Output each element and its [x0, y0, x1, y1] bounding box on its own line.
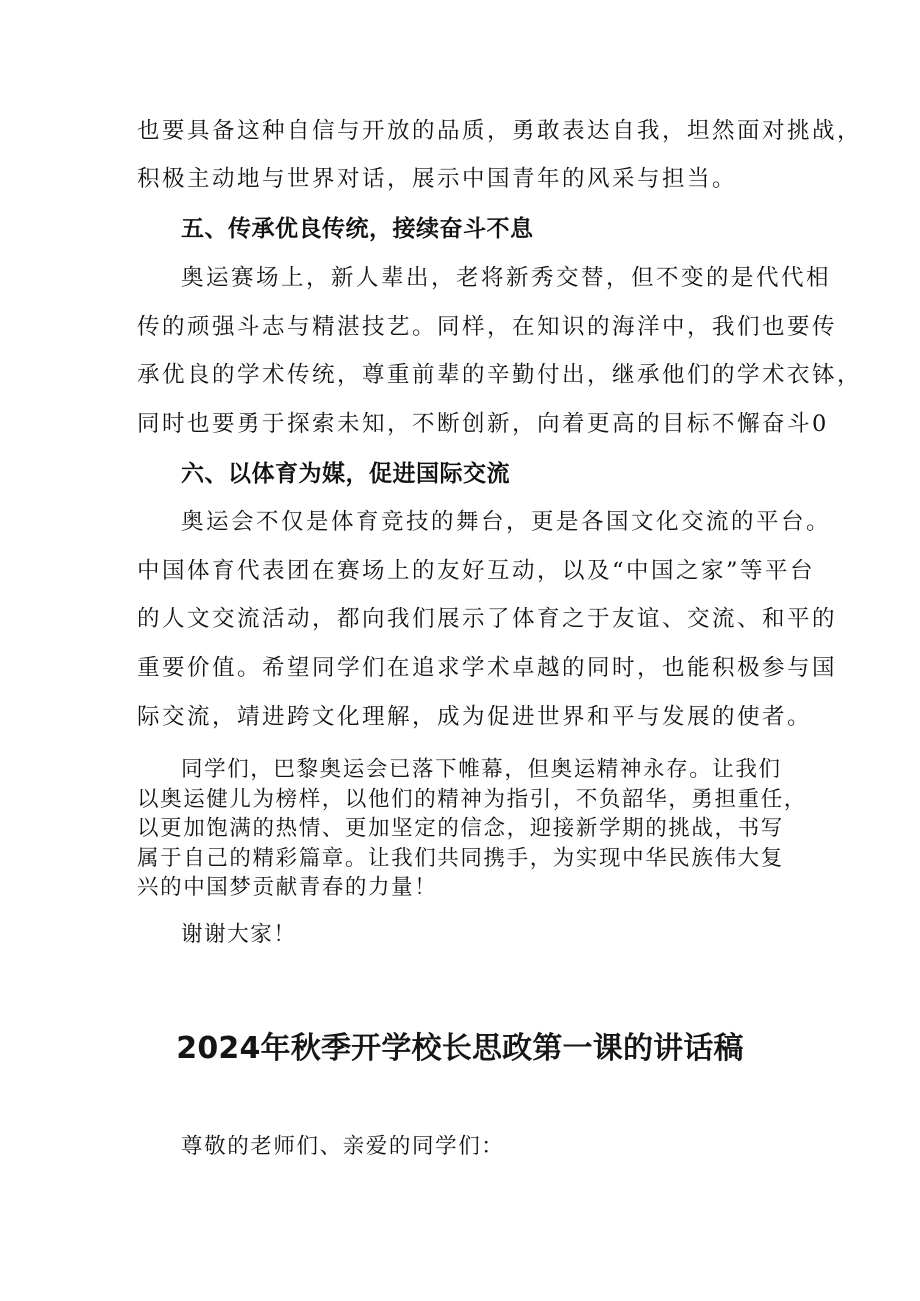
salutation: 尊敬的老师们、亲爱的同学们： [181, 1134, 505, 1159]
paragraph-line: 以奥运健儿为榜样，以他们的精神为指引，不负韶华，勇担重任， [137, 787, 807, 812]
paragraph-line: 重要价值。希望同学们在追求学术卓越的同时，也能积极参与国 [137, 655, 838, 681]
section-heading-5: 五、传承优良传统，接续奋斗不息 [181, 216, 534, 242]
paragraph-line: 积极主动地与世界对话，展示中国青年的风采与担当。 [137, 166, 738, 192]
paragraph-line: 兴的中国梦贡献青春的力量！ [137, 875, 438, 900]
paragraph-line: 的人文交流活动，都向我们展示了体育之于友谊、交流、和平的 [137, 606, 838, 632]
paragraph-line: 以更加饱满的热情、更加坚定的信念，迎接新学期的挑战，书写 [137, 816, 784, 841]
paragraph-line: 际交流，靖进跨文化理解，成为促进世界和平与发展的使者。 [137, 704, 813, 730]
paragraph-line: 属于自己的精彩篇章。让我们共同携手，为实现中华民族伟大复 [137, 846, 784, 871]
section-heading-6: 六、以体育为媒，促进国际交流 [181, 461, 510, 487]
paragraph-line: 同时也要勇于探索未知，不断创新，向着更高的目标不懈奋斗0 [137, 411, 829, 437]
paragraph-line: 也要具备这种自信与开放的品质，勇敢表达自我，坦然面对挑战， [137, 118, 863, 144]
paragraph-line: 奥运会不仅是体育竞技的舞台，更是各国文化交流的平台。 [181, 509, 832, 535]
speech-title: 2024年秋季开学校长思政第一课的讲话稿 [176, 1031, 744, 1066]
paragraph-line: 中国体育代表团在赛场上的友好互动，以及“中国之家”等平台 [137, 558, 816, 584]
paragraph-line: 传的顽强斗志与精湛技艺。同样，在知识的海洋中，我们也要传 [137, 314, 838, 340]
paragraph-line: 同学们，巴黎奥运会已落下帷幕，但奥运精神永存。让我们 [181, 757, 782, 782]
thanks-line: 谢谢大家！ [181, 922, 297, 947]
paragraph-line: 奥运赛场上，新人辈出，老将新秀交替，但不变的是代代相 [181, 265, 832, 291]
paragraph-line: 承优良的学术传统，尊重前辈的辛勤付出，继承他们的学术衣钵， [137, 362, 863, 388]
